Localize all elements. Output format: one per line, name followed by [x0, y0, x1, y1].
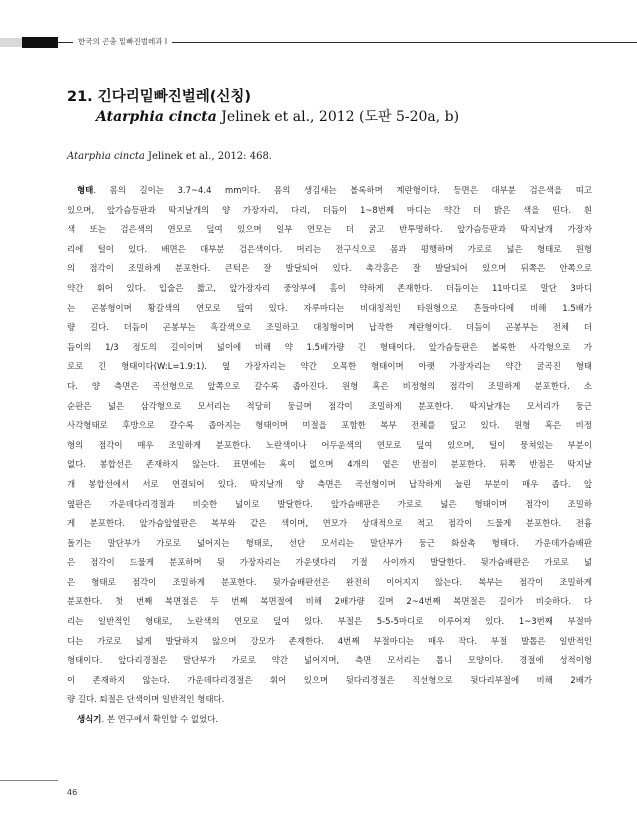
- page-number: 46: [67, 788, 78, 797]
- description-line: 량 길다. 더듬이 곤봉부는 흑갈색으로 조밀하고 대칭형이며 납작한 계란형이다. 더듬이 곤봉부는 전체 더: [67, 322, 592, 333]
- habitat-line: [67, 710, 592, 730]
- description-line: 로로 긴 형태이다(W:L=1.9:1). 옆 가장자리는 약간 오목한 형태이며 아랫 가장자리는 약간 굴곡진 형태: [67, 361, 592, 372]
- description-line: 은 형태로 점각이 조밀하게 분포한다. 뒷가슴배판선은 완전히 이어지지 않는다. 복부는 점각이 조밀하게: [67, 576, 592, 587]
- description-line: 개 봉합선에서 서로 연결되어 있다. 딱지날개 양 측면은 곡선형이며 납작하게 눌린 부분이 매우 좁다. 앞: [67, 478, 592, 489]
- description-line: 는 곤봉형이며 황갈색의 연모로 덮여 있다. 자루마디는 비대칭적인 타원형으로 흔들마디에 비해 1.5배가: [67, 302, 592, 313]
- description-line: 약간 휘어 있다. 입술은 짧고, 앞가장자리 중앙부에 홈이 약하게 존재한다. 더듬이는 11마디로 말단 3마디: [67, 282, 592, 293]
- description-line: 분포한다. 첫 번째 복면절은 두 번째 복면절에 비해 2배가량 길며 2~4번째 복면절은 길이가 비슷하다. 다: [67, 596, 592, 607]
- description-line: 색 또는 검은색의 연모로 덮여 있으며 일부 연모는 더 굵고 반투명하다. 앞가슴등판과 딱지날개 가장자: [67, 224, 592, 235]
- description-line: 의 점각이 조밀하게 분포한다. 큰턱은 잘 발달되어 있다. 촉각홈은 잘 발달되어 있으며 뒤쪽은 안쪽으로: [67, 263, 592, 274]
- description-body: [67, 181, 592, 730]
- description-line: 다. 양 측면은 곡선형으로 앞쪽으로 갈수록 좁아진다. 원형 혹은 비정형의 점각이 조밀하게 분포한다. 소: [67, 380, 592, 391]
- description-line: 순판은 넓은 삼각형으로 모서리는 적당히 둥글며 점각이 조밀하게 분포한다. 딱지날개는 모서리가 둥근: [67, 400, 592, 411]
- authority: Jelinek et al., 2012 (도판 5-20a, b): [216, 109, 460, 125]
- description-line: 없다. 봉합선은 존재하지 않는다. 표면에는 혹이 없으며 4개의 옅은 반점이 분포한다. 뒤쪽 반점은 딱지날: [67, 459, 592, 470]
- citation-rest: Jelinek et al., 2012: 468.: [144, 151, 272, 162]
- description-heading: 형태: [77, 185, 94, 195]
- description-line: 형태이다. 앞다리경절은 말단부가 가로로 약간 넓어지며, 측면 모서리는 톱니 모양이다. 경절에 성적이형: [67, 655, 592, 666]
- entry-title: 21. 긴다리밑빠진벌레(신칭): [67, 89, 252, 105]
- description-line: 옆판은 가운데다리경절과 비슷한 넓이로 발달한다. 앞가슴배판은 가로로 넓은 형태이며 점각이 조밀하: [67, 498, 592, 509]
- description-line: 있으며, 앞가슴등판과 딱지날개의 양 가장자리, 다리, 더듬이 1~8번째 마디는 약간 더 밝은 색을 띤다. 흰: [67, 204, 592, 215]
- citation-name: Atarphia cincta: [67, 151, 145, 162]
- description-line: 량 길다. 퇴절은 단색이며 일반적인 형태다.: [67, 694, 225, 705]
- description-line: 이 존재하지 않는다. 가운데다리경절은 휘어 있으며 뒷다리경절은 직선형으로 뒷다리부절에 비해 2배가: [67, 674, 592, 685]
- description-line: 듬이의 1/3 정도의 길이이며 넓이에 비해 약 1.5배가량 긴 형태이다. 앞가슴등판은 볼록한 사각형으로 가: [67, 341, 592, 352]
- description-lines: [67, 201, 592, 710]
- description-line: 사각형태로 후방으로 갈수록 좁아지는 형태이며 미절을 포함한 복부 전체를 덮고 있다. 원형 혹은 비정: [67, 420, 592, 431]
- description-line: 게 분포한다. 앞가슴앞옆판은 복부와 같은 색이며, 연모가 상대적으로 적고 점각이 드물게 분포한다. 전흉: [67, 518, 592, 529]
- description-line: 형의 점각이 매우 조밀하게 분포한다. 노란색이나 어두운색의 연모로 덮여 있으며, 털이 뭉쳐있는 부분이: [67, 439, 592, 450]
- entry-subtitle: [96, 108, 459, 126]
- habitat-rest: . 본 연구에서 확인할 수 없었다.: [101, 714, 219, 725]
- description-line: 리는 일반적인 형태로, 노란색의 연모로 덮여 있다. 부절은 5-5-5마디로 이루어져 있다. 1~3번째 부절마: [67, 616, 592, 627]
- running-title: 한국의 곤충 밑빠진벌레과 I: [73, 36, 172, 48]
- habitat-heading: 생식기: [77, 714, 102, 725]
- description-line: 디는 가로로 넓게 발달하지 않으며 강모가 존재한다. 4번째 부절마디는 매우 작다. 부절 발톱은 일반적인: [67, 635, 592, 646]
- citation: [67, 150, 272, 164]
- description-first-rest: . 몸의 길이는 3.7~4.4 mm이다. 몸의 생김새는 볼록하며 계란형이다. 등면은 대부분 검은색을 띠고: [93, 185, 592, 195]
- description-line: 은 점각이 드물게 분포하며 뒷 가장자리는 가운뎃다리 기절 사이까지 발달한다. 뒷가슴배판은 가로로 넓: [67, 557, 592, 568]
- header-black-block: [22, 37, 58, 48]
- description-line: 리에 털이 있다. 배면은 대부분 검은색이다. 머리는 전구식으로 몸과 평행하며 가로로 넓은 형태로 원형: [67, 243, 592, 254]
- description-line: 돌기는 말단부가 가로로 넓어지는 형태로, 선단 모서리는 말단부가 둥근 화살촉 형태다. 가운데가슴배판: [67, 537, 592, 548]
- scientific-name: Atarphia cincta: [96, 109, 217, 125]
- description-first-line: [67, 181, 592, 201]
- footer-rule: [0, 780, 58, 781]
